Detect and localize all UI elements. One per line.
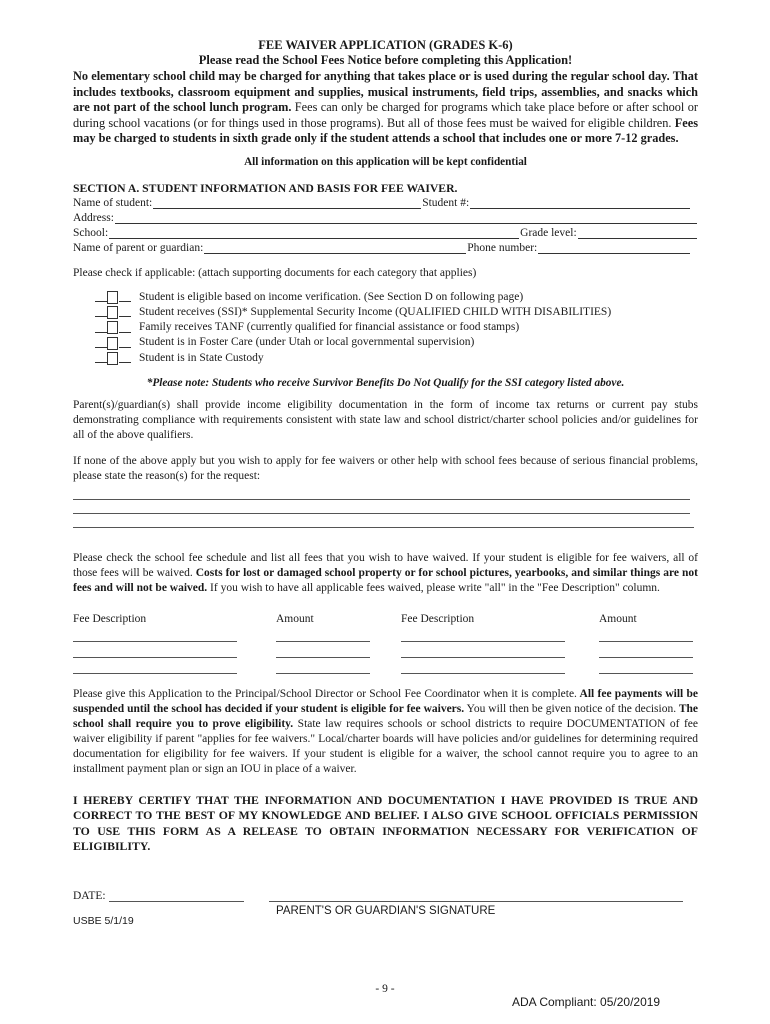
checkbox-blank xyxy=(95,351,107,363)
form-subtitle: Please read the School Fees Notice before completing this Application! xyxy=(198,53,573,67)
checkbox-blank xyxy=(95,290,107,302)
checkbox[interactable] xyxy=(107,352,118,365)
give-app-normal-3: State law requires schools or school districts to require DOCUMENTATION of fee waiver eligibility if parent "applies for fee waivers." Local/charter boards will have policies and/or guidelines for determining required documentation for eligibility for fee waivers. If your student is eligible for a waiver, the school cannot require you to agree to an installment payment plan or sign an IOU in place of a waiver. xyxy=(73,717,698,775)
amount-field[interactable] xyxy=(276,643,370,658)
amount-header-2: Amount xyxy=(599,612,637,625)
student-name-row xyxy=(73,196,698,211)
student-name-label: Name of student: xyxy=(73,196,153,209)
date-field[interactable] xyxy=(109,889,244,902)
checkbox[interactable] xyxy=(107,321,118,334)
amount-field[interactable] xyxy=(599,627,693,642)
form-page xyxy=(73,38,698,855)
give-app-normal-2: You will then be given notice of the decision. xyxy=(464,702,677,715)
fee-description-field[interactable] xyxy=(73,659,237,674)
fee-schedule-normal-1: Please check the school fee schedule and list all fees that you wish to have waived. If your student is eligible for fee waivers, all of those fees will be waived. xyxy=(73,551,698,579)
none-apply-text: If none of the above apply but you wish to apply for fee waivers or other help with school fees because of serious financial problems, please state the reason(s) for the request: xyxy=(73,454,698,482)
checkbox-blank xyxy=(95,336,107,348)
checkbox-item xyxy=(95,290,698,305)
grade-level-field[interactable] xyxy=(578,227,697,239)
checkbox-label: Family receives TANF (currently qualified for financial assistance or food stamps) xyxy=(139,321,520,334)
fee-description-field[interactable] xyxy=(401,643,565,658)
amount-field[interactable] xyxy=(599,659,693,674)
checkbox-list xyxy=(73,290,698,366)
fee-description-header: Fee Description xyxy=(73,612,147,625)
fee-row xyxy=(73,659,698,675)
amount-header: Amount xyxy=(276,612,314,625)
parent-name-field[interactable] xyxy=(204,242,466,254)
give-application-text xyxy=(73,687,698,777)
address-field[interactable] xyxy=(115,212,697,224)
school-field[interactable] xyxy=(109,227,519,239)
date-label: DATE: xyxy=(73,890,106,902)
phone-field[interactable] xyxy=(538,242,690,254)
intro-bold-1: No elementary school child may be charged for anything that takes place or is used during the regular school day. That includes textbooks, classroom equipment and supplies, musical instruments, field trips, assemblies, and snacks which are not part of the school lunch program. xyxy=(73,69,698,114)
parent-name-label: Name of parent or guardian: xyxy=(73,241,204,254)
fee-row xyxy=(73,643,698,659)
certification-statement: I HEREBY CERTIFY THAT THE INFORMATION AND DOCUMENTATION I HAVE PROVIDED IS TRUE AND CORRECT TO THE BEST OF MY KNOWLEDGE AND BELIEF. I ALSO GIVE SCHOOL OFFICIALS PERMISSION TO USE THIS FORM AS A RELEASE TO OBTAIN INFORMATION NECESSARY FOR VERIFICATION OF ELIGIBILITY. xyxy=(73,792,698,854)
reason-line[interactable] xyxy=(73,514,694,528)
checkbox-blank xyxy=(119,290,131,302)
form-id: USBE 5/1/19 xyxy=(73,915,134,927)
reason-line[interactable] xyxy=(73,500,690,514)
signature-label: PARENT'S OR GUARDIAN'S SIGNATURE xyxy=(276,905,496,917)
checkbox-blank xyxy=(95,321,107,333)
parent-row xyxy=(73,241,698,256)
checkbox-label: Student is in Foster Care (under Utah or local governmental supervision) xyxy=(139,336,475,349)
school-label: School: xyxy=(73,226,109,239)
fee-schedule-text xyxy=(73,551,698,596)
checkbox-item xyxy=(95,335,698,350)
form-title: FEE WAIVER APPLICATION (GRADES K-6) xyxy=(258,38,513,52)
page-number: - 9 - xyxy=(375,983,395,995)
checkbox-label: Student is in State Custody xyxy=(139,351,264,364)
amount-field[interactable] xyxy=(599,643,693,658)
parent-documentation-text: Parent(s)/guardian(s) shall provide income eligibility documentation in the form of income tax returns or current pay stubs demonstrating compliance with requirements consistent with state law and school district/charter school policies and/or guidelines for all of the above qualifiers. xyxy=(73,398,698,441)
student-name-field[interactable] xyxy=(153,197,421,209)
checkbox[interactable] xyxy=(107,306,118,319)
amount-field[interactable] xyxy=(276,627,370,642)
intro-paragraph xyxy=(73,69,698,147)
fee-row xyxy=(73,627,698,643)
intro-bold-2: Fees may be charged to students in sixth grade only if the student attends a school that includes one or more 7-12 grades. xyxy=(73,115,698,145)
reason-line[interactable] xyxy=(73,486,690,500)
checkbox-item xyxy=(95,305,698,320)
checkbox-blank xyxy=(119,305,131,317)
checkbox-blank xyxy=(119,321,131,333)
give-app-bold-2: The school shall require you to prove eligibility. xyxy=(73,702,699,730)
fee-description-field[interactable] xyxy=(73,643,237,658)
checkbox-label: Student receives (SSI)* Supplemental Security Income (QUALIFIED CHILD WITH DISABILITIES) xyxy=(139,305,612,318)
fee-description-field[interactable] xyxy=(401,659,565,674)
give-app-normal-1: Please give this Application to the Principal/School Director or School Fee Coordinator when it is complete. xyxy=(73,687,577,700)
phone-label: Phone number: xyxy=(467,241,538,254)
checkbox[interactable] xyxy=(107,337,118,350)
ssi-note: *Please note: Students who receive Survivor Benefits Do Not Qualify for the SSI category listed above. xyxy=(146,376,625,389)
signature-field[interactable] xyxy=(269,889,683,902)
address-row xyxy=(73,211,698,226)
fee-description-field[interactable] xyxy=(401,627,565,642)
grade-level-label: Grade level: xyxy=(520,226,577,239)
student-number-label: Student #: xyxy=(422,196,470,209)
checkbox-blank xyxy=(119,351,131,363)
confidential-notice: All information on this application will be kept confidential xyxy=(244,155,527,168)
fee-schedule-normal-2: If you wish to have all applicable fees waived, please write "all" in the "Fee Description" column. xyxy=(207,581,660,594)
checkbox-item xyxy=(95,320,698,335)
amount-field[interactable] xyxy=(276,659,370,674)
section-a-title: SECTION A. STUDENT INFORMATION AND BASIS FOR FEE WAIVER. xyxy=(73,181,458,195)
fee-table xyxy=(73,627,698,675)
ada-compliant: ADA Compliant: 05/20/2019 xyxy=(512,995,661,1009)
intro-normal-1: Fees can only be charged for programs which take place before or after school or during school vacations (or for things used in those programs). But all of those fees must be waived for eligible children. xyxy=(73,100,698,130)
checkbox-blank xyxy=(95,305,107,317)
fee-schedule-bold: Costs for lost or damaged school property or for school pictures, yearbooks, and similar things are not fees and will not be waived. xyxy=(73,566,698,594)
fee-table-header xyxy=(73,613,698,625)
school-row xyxy=(73,226,698,241)
fee-description-field[interactable] xyxy=(73,627,237,642)
student-number-field[interactable] xyxy=(470,197,690,209)
checkbox[interactable] xyxy=(107,291,118,304)
reason-lines xyxy=(73,486,690,528)
signature-block xyxy=(73,889,698,927)
fee-description-header-2: Fee Description xyxy=(401,612,475,625)
checkbox-label: Student is eligible based on income verification. (See Section D on following page) xyxy=(139,290,524,303)
address-label: Address: xyxy=(73,211,114,224)
give-app-bold-1: All fee payments will be suspended until the school has decided if your student is eligible for fee waivers. xyxy=(73,687,698,715)
check-intro: Please check if applicable: (attach supporting documents for each category that applies) xyxy=(73,266,477,279)
checkbox-item xyxy=(95,351,698,366)
checkbox-blank xyxy=(119,336,131,348)
